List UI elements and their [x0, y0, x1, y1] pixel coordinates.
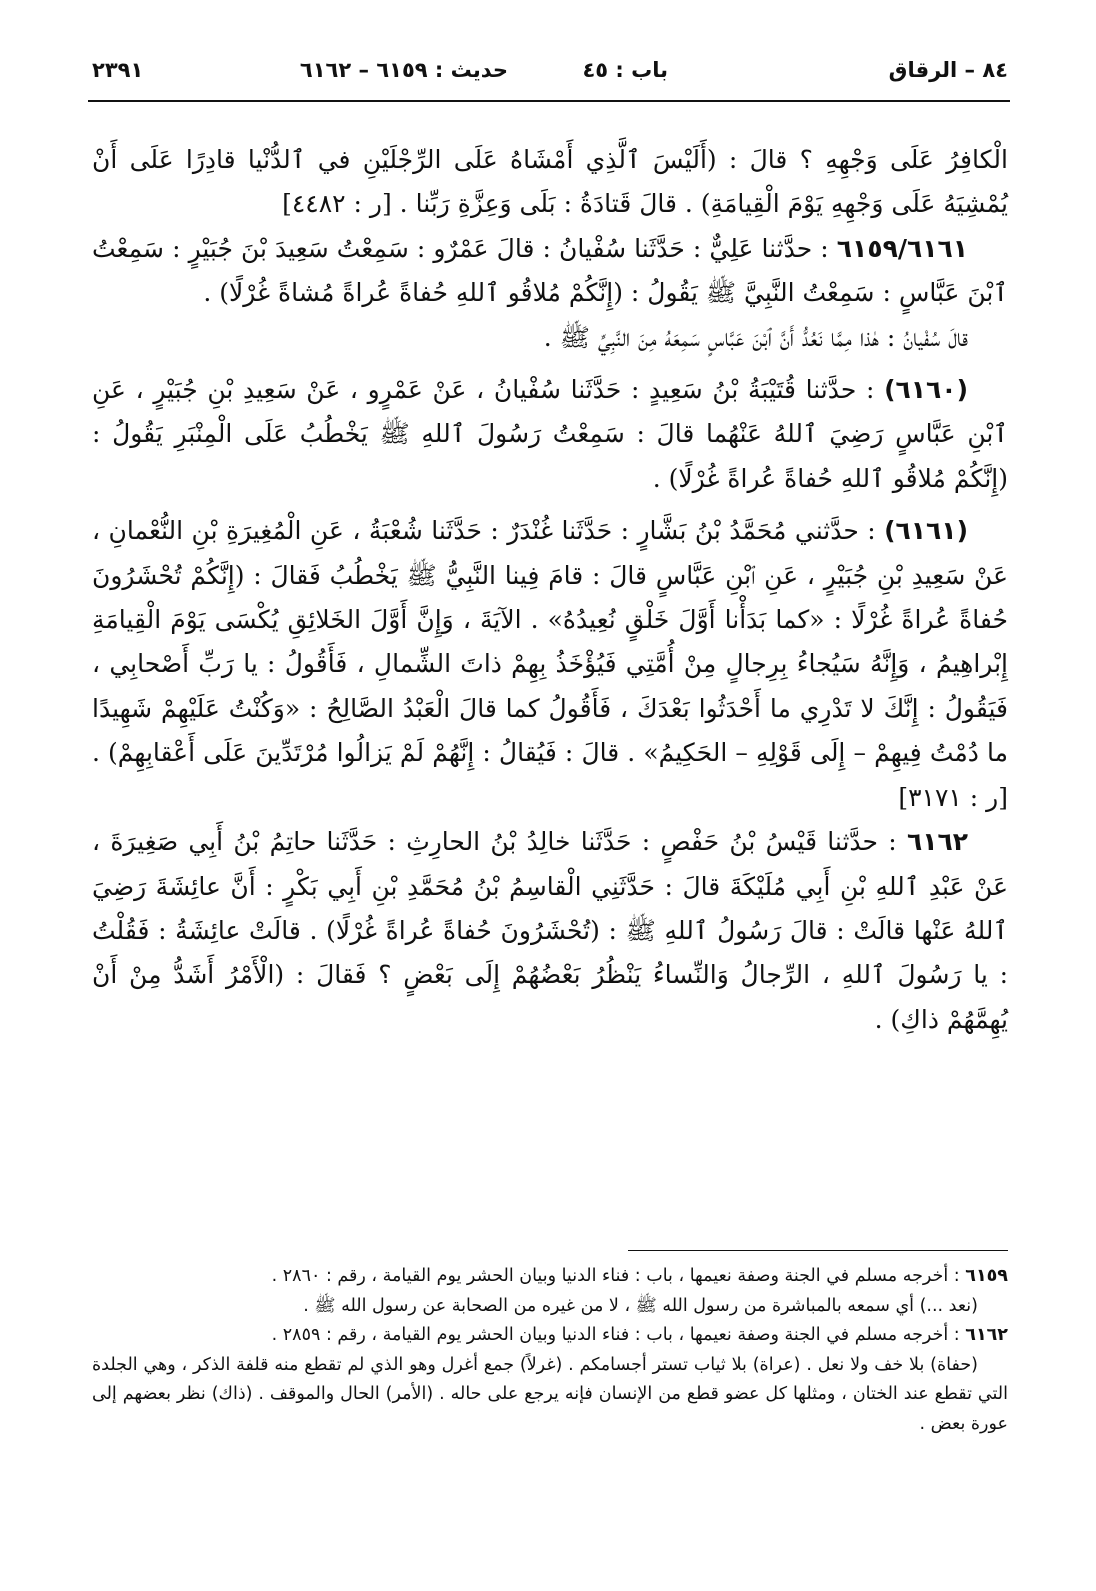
footnotes	[92, 1262, 1008, 1439]
hadith-range: حديث : ٦١٥٩ – ٦١٦٢	[299, 58, 508, 82]
chapter-title: ٨٤ – الرقاق	[888, 58, 1008, 82]
hadith-number: ٦١٥٩/٦١٦١	[836, 233, 968, 263]
bab-number: باب : ٤٥	[582, 58, 668, 82]
footnote-divider	[628, 1250, 1008, 1251]
hadith-6161	[92, 509, 1008, 820]
hadith-6159	[92, 227, 1008, 316]
footnote-6162-glossary: (حفاة) بلا خف ولا نعل . (عراة) بلا ثياب تستر أجسامكم . (غرلاً) جمع أغرل وهو الذي لم تقطع منه قلفة الذكر ، وهي الجلدة التي تقطع عند الختان ، ومثلها كل عضو قطع من الإنسان فإنه يرجع على حاله . (الأمر) الحال والموقف . (ذاك) نظر بعضهم إلى عورة بعض .	[92, 1354, 1008, 1434]
footnote-6159-note: (نعد ...) أي سمعه بالمباشرة من رسول الله ﷺ ، لا من غيره من الصحابة عن رسول الله ﷺ .	[303, 1295, 978, 1316]
hadith-number: (٦١٦١)	[884, 516, 968, 546]
hadith-6160	[92, 368, 1008, 501]
footnote-number: ٦١٥٩	[965, 1266, 1008, 1286]
hadith-6162	[92, 820, 1008, 1042]
hadith-number: ٦١٦٢	[906, 827, 968, 857]
hadith-text: : حدَّثنا عَلِيٌّ : حَدَّثَنا سُفْيانُ : قالَ عَمْرٌو : سَمِعْتُ سَعِيدَ بْنَ جُبَيْرٍ : سَمِعْتُ ٱبْنَ عَبَّاسٍ : سَمِعْتُ النَّبِيَّ ﷺ يَقُولُ : (إِنَّكُمْ مُلاقُو ٱللهِ حُفاةً عُراةً مُشاةً غُرْلًا) .	[92, 233, 1008, 308]
hadith-number: (٦١٦٠)	[884, 375, 968, 405]
hadith-text: : حدَّثني مُحَمَّدُ بْنُ بَشَّارٍ : حَدَّثَنا غُنْدَرٌ : حَدَّثَنا شُعْبَةُ ، عَنِ الْمُغِيرَةِ بْنِ النُّعْمانِ ، عَنْ سَعِيدِ بْنِ جُبَيْرٍ ، عَنِ ٱبْنِ عَبَّاسٍ قالَ : قامَ فِينا النَّبِيُّ ﷺ يَخْطُبُ فَقالَ : (إِنَّكُمْ تُحْشَرُونَ حُفاةً عُراةً غُرْلًا : «كما بَدَأْنا أَوَّلَ خَلْقٍ نُعِيدُهُ» . الآيَةَ ، وَإِنَّ أَوَّلَ الخَلائِقِ يُكْسَى يَوْمَ الْقِيامَةِ إِبْراهِيمُ ، وَإِنَّهُ سَيُجاءُ بِرِجالٍ مِنْ أُمَّتِي فَيُؤْخَذُ بِهِمْ ذاتَ الشِّمالِ ، فَأَقُولُ : يا رَبِّ أَصْحابِي ، فَيَقُولُ : إِنَّكَ لا تَدْرِي ما أَحْدَثُوا بَعْدَكَ ، فَأَقُولُ كما قالَ الْعَبْدُ الصَّالِحُ : «وَكُنْتُ عَلَيْهِمْ شَهِيدًا ما دُمْتُ فِيهِمْ – إِلَى قَوْلِهِ – الحَكِيمُ» . قالَ : فَيُقالُ : إِنَّهُمْ لَمْ يَزالُوا مُرْتَدِّينَ عَلَى أَعْقابِهِمْ) . [ر : ٣١٧١]	[92, 516, 1008, 812]
hadith-text: : حدَّثنا قُتَيْبَةُ بْنُ سَعِيدٍ : حَدَّثَنا سُفْيانُ ، عَنْ عَمْرٍو ، عَنْ سَعِيدِ بْنِ جُبَيْرٍ ، عَنِ ٱبْنِ عَبَّاسٍ رَضِيَ ٱللهُ عَنْهُما قالَ : سَمِعْتُ رَسُولَ ٱللهِ ﷺ يَخْطُبُ عَلَى الْمِنْبَرِ يَقُولُ : (إِنَّكُمْ مُلاقُو ٱللهِ حُفاةً عُراةً غُرْلًا) .	[92, 375, 1008, 493]
footnote-text: : أخرجه مسلم في الجنة وصفة نعيمها ، باب : فناء الدنيا وبيان الحشر يوم القيامة ، رقم : ٢٨٦٠ .	[271, 1266, 966, 1286]
running-header	[92, 58, 1008, 96]
page-number: ٢٣٩١	[92, 58, 144, 82]
footnote-6162	[92, 1321, 1008, 1351]
hadith-6159-note: قالَ سُفْيانُ : هٰذا مِمَّا نَعُدُّ أَنَّ ٱبْنَ عَبَّاسٍ سَمِعَهُ مِنَ النَّبِيِّ ﷺ .	[543, 322, 968, 352]
footnote-number: ٦١٦٢	[965, 1325, 1008, 1345]
header-divider	[88, 100, 1010, 102]
footnote-text: : أخرجه مسلم في الجنة وصفة نعيمها ، باب : فناء الدنيا وبيان الحشر يوم القيامة ، رقم : ٢٨٥٩ .	[271, 1325, 966, 1345]
hadith-text: : حدَّثنا قَيْسُ بْنُ حَفْصٍ : حَدَّثَنا خالِدُ بْنُ الحارِثِ : حَدَّثَنا حاتِمُ بْنُ أَبِي صَغِيرَةَ ، عَنْ عَبْدِ ٱللهِ بْنِ أَبِي مُلَيْكَةَ قالَ : حَدَّثَنِي الْقاسِمُ بْنُ مُحَمَّدِ بْنِ أَبِي بَكْرٍ : أَنَّ عائِشَةَ رَضِيَ ٱللهُ عَنْها قالَتْ : قالَ رَسُولُ ٱللهِ ﷺ : (تُحْشَرُونَ حُفاةً عُراةً غُرْلًا) . قالَتْ عائِشَةُ : فَقُلْتُ : يا رَسُولَ ٱللهِ ، الرِّجالُ وَالنِّساءُ يَنْظُرُ بَعْضُهُمْ إِلَى بَعْضٍ ؟ فَقالَ : (الْأَمْرُ أَشَدُّ مِنْ أَنْ يُهِمَّهُمْ ذاكِ) .	[92, 827, 1008, 1034]
main-text	[92, 138, 1008, 1042]
continuation-paragraph: الْكافِرُ عَلَى وَجْهِهِ ؟ قالَ : (أَلَيْسَ ٱلَّذِي أَمْشَاهُ عَلَى الرِّجْلَيْنِ في ٱلدُّنْيا قادِرًا عَلَى أَنْ يُمْشِيَهُ عَلَى وَجْهِهِ يَوْمَ الْقِيامَةِ) . قالَ قَتادَةُ : بَلَى وَعِزَّةِ رَبِّنا . [ر : ٤٤٨٢]	[92, 145, 1008, 219]
footnote-6159	[92, 1262, 1008, 1292]
